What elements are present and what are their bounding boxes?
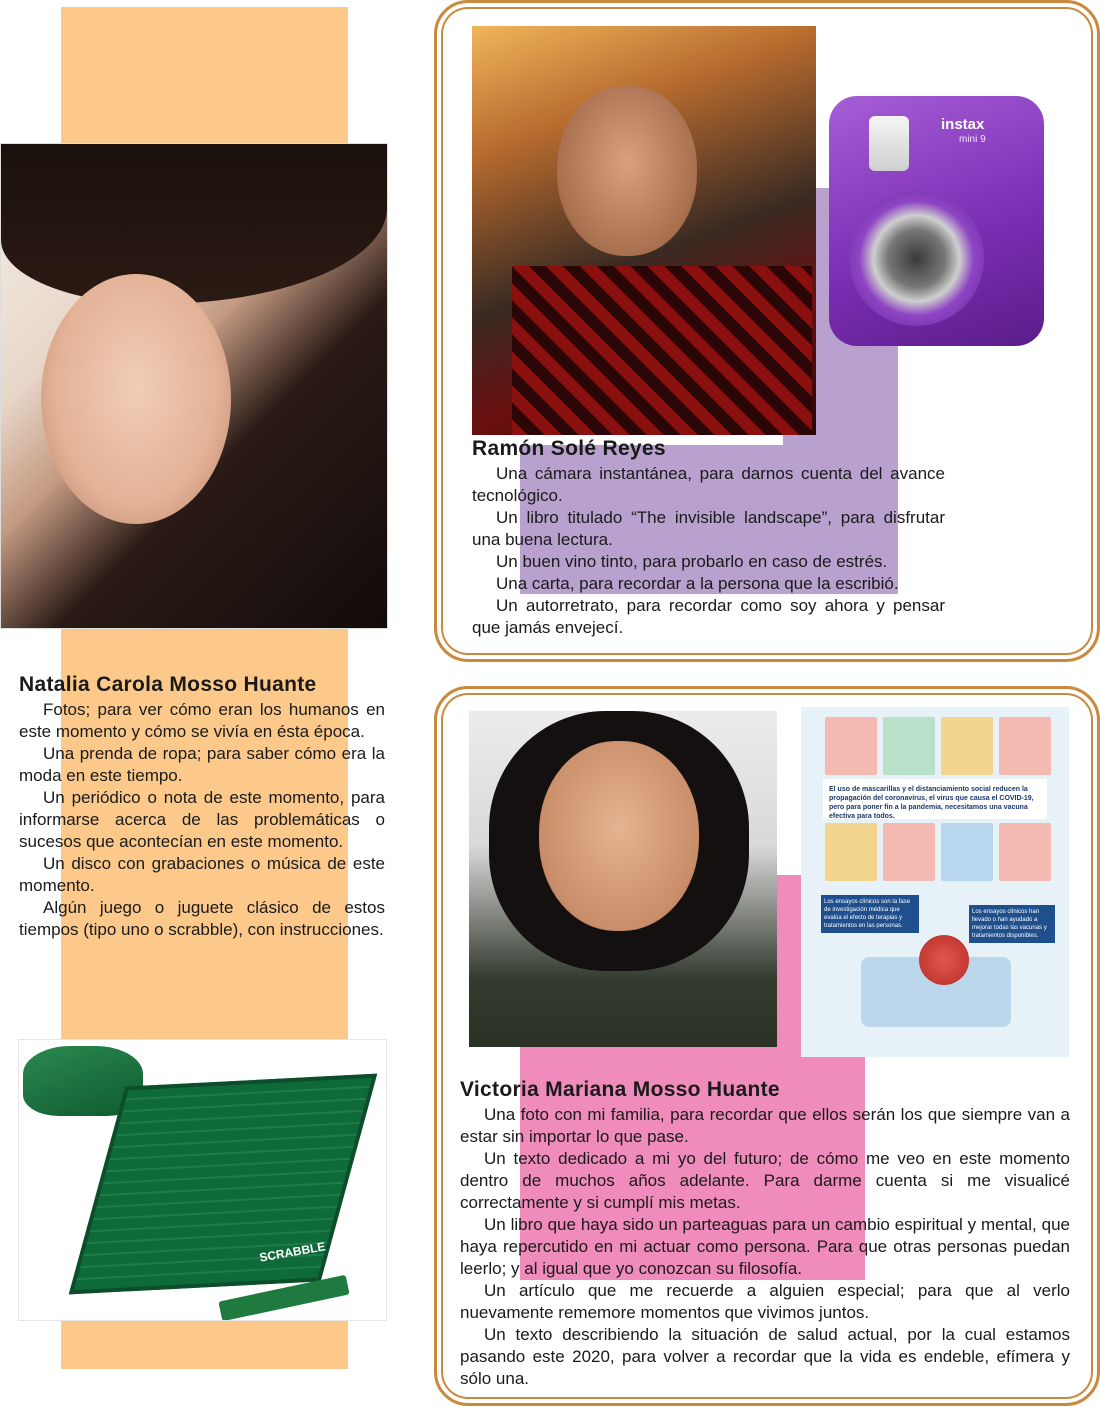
ramon-paragraph: Una cámara instantánea, para darnos cuenta del avance tecnológico. <box>472 464 945 505</box>
natalia-section <box>19 673 385 941</box>
virus-icon <box>919 935 969 985</box>
ramon-paragraph: Un libro titulado “The invisible landscape”, para disfrutar una buena lectura. <box>472 508 945 549</box>
person-tile <box>883 823 935 881</box>
infographic-info-box: Los ensayos clínicos han llevado o han ayudado a mejorar todas las vacunas y tratamientos disponibles. <box>969 905 1055 943</box>
camera-model: mini 9 <box>959 134 986 145</box>
ramon-paragraph: Un buen vino tinto, para probarlo en caso de estrés. <box>496 552 888 571</box>
person-tile <box>999 823 1051 881</box>
person-tile <box>999 717 1051 775</box>
natalia-name: Natalia Carola Mosso Huante <box>19 673 317 696</box>
natalia-paragraph: Algún juego o juguete clásico de estos tiempos (tipo uno o scrabble), con instrucciones. <box>19 898 385 939</box>
person-tile <box>825 823 877 881</box>
ramon-name: Ramón Solé Reyes <box>472 437 666 460</box>
natalia-paragraph: Fotos; para ver cómo eran los humanos en este momento y cómo se vivía en ésta época. <box>19 700 385 741</box>
victoria-paragraph: Una foto con mi familia, para recordar que ellos serán los que siempre van a estar sin importar lo que pase. <box>460 1105 1070 1146</box>
ramon-portrait-photo <box>472 26 816 435</box>
victoria-portrait-photo <box>469 711 777 1047</box>
victoria-paragraph: Un libro que haya sido un parteaguas para un cambio espiritual y mental, que haya repercutido en mi actuar como persona. Para que otras personas puedan leerlo; y al igual que yo conozcan su filosofía. <box>460 1215 1070 1278</box>
scrabble-logo: SCRABBLE <box>258 1239 327 1265</box>
natalia-portrait-photo <box>0 143 388 629</box>
victoria-paragraph: Un texto describiendo la situación de salud actual, por la cual estamos pasando este 2020, para volver a recordar que la vida es endeble, efímera y sólo una. <box>460 1325 1070 1388</box>
portrait-hair <box>1 144 387 304</box>
scrabble-game-photo <box>18 1039 387 1321</box>
ramon-paragraph: Una carta, para recordar a la persona que la escribió. <box>496 574 899 593</box>
infographic-info-box: Los ensayos clínicos son la fase de investigación médica que evalúa el efecto de terapias y tratamientos en las personas. <box>821 895 919 933</box>
victoria-paragraph: Un texto dedicado a mi yo del futuro; de cómo me veo en este momento dentro de muchos años adelante. Para darme cuenta si me visualicé correctamente y si cumplí mis metas. <box>460 1149 1070 1212</box>
person-tile <box>883 717 935 775</box>
natalia-paragraph: Un disco con grabaciones o música de este momento. <box>19 854 385 895</box>
portrait-face <box>557 86 697 256</box>
ramon-section <box>472 437 945 639</box>
ramon-paragraph: Un autorretrato, para recordar como soy ahora y pensar que jamás envejecí. <box>472 596 945 637</box>
person-tile <box>941 823 993 881</box>
infographic-headline: El uso de mascarillas y el distanciamiento social reducen la propagación del coronavirus, el virus que causa el COVID-19, pero para poner fin a la pandemia, necesitamos una vacuna efectiva para todos. <box>829 786 1034 820</box>
victoria-section <box>460 1078 1070 1390</box>
portrait-face <box>41 274 231 524</box>
victoria-name: Victoria Mariana Mosso Huante <box>460 1078 780 1101</box>
camera-brand: instax <box>941 116 985 133</box>
person-tile <box>825 717 877 775</box>
victoria-paragraph: Un artículo que me recuerde a alguien especial; para que al verlo nuevamente rememore momentos que vivimos juntos. <box>460 1281 1070 1322</box>
camera-flash <box>869 116 909 171</box>
covid-vaccine-infographic <box>801 707 1069 1057</box>
portrait-face <box>539 741 699 931</box>
natalia-paragraph: Un periódico o nota de este momento, para informarse acerca de las problemáticas o sucesos que acontecían en este momento. <box>19 788 385 851</box>
instant-camera-photo <box>829 96 1044 346</box>
person-tile <box>941 717 993 775</box>
portrait-shirt <box>512 266 812 435</box>
camera-lens <box>849 191 984 326</box>
natalia-paragraph: Una prenda de ropa; para saber cómo era la moda en este tiempo. <box>19 744 385 785</box>
